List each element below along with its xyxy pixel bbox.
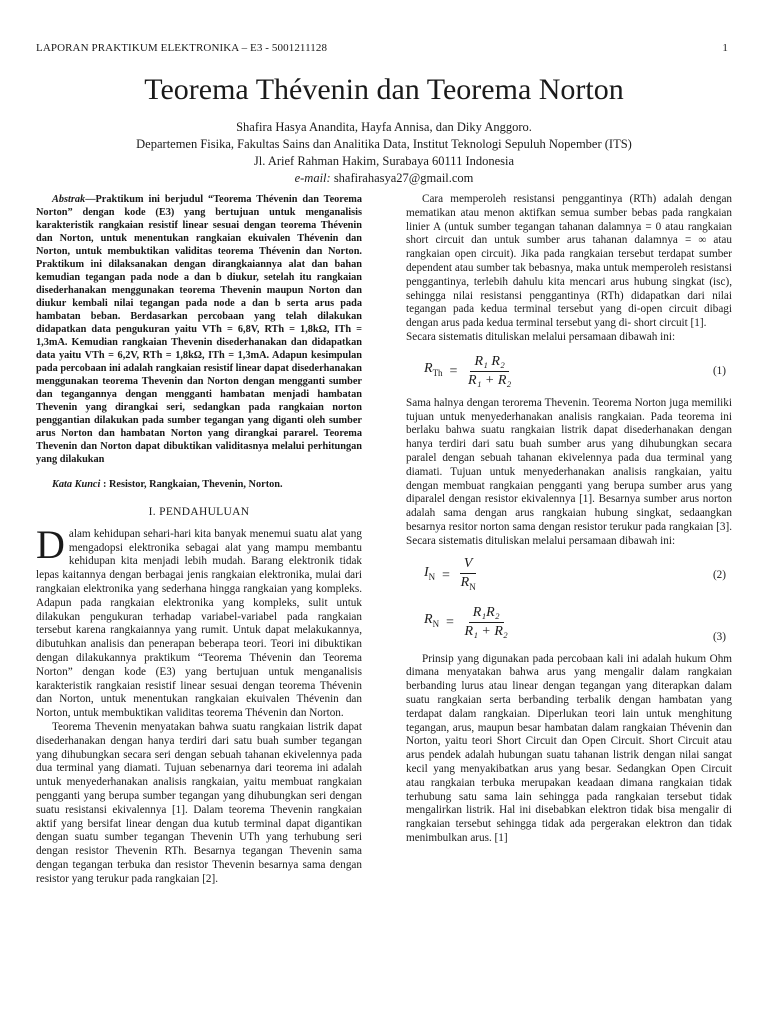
equation-1-lhs: $R_{Th}$ [424, 361, 443, 379]
right-column [406, 193, 732, 846]
keywords [36, 478, 362, 491]
keywords-text: : Resistor, Rangkaian, Thevenin, Norton. [102, 479, 283, 490]
author-block [0, 119, 768, 187]
left-column [36, 193, 362, 887]
equation-1-number: (1) [712, 364, 726, 377]
author-names: Shafira Hasya Anandita, Hayfa Annisa, dan Diky Anggoro. [236, 120, 532, 134]
equation-3-body: $R_N$ = $\frac{\text{R₁R₂}}{\text{R₁ + R₂}}$ [424, 603, 512, 643]
intro-paragraph-5: Sama halnya dengan terorema Thevenin. Teorema Norton juga memiliki tujuan untuk menyederhanakan analisis rangkaian. Pada teorema ini berlaku bahwa suatu rangkaian listrik dapat disederhanakan dengan hanya terdiri dari satu buah sumber arus yang dihubungkan secara paralel dengan sebuah tahanan ekivelennya pada dua terminal yang diamati. Tujuan untuk menyederhanakan analisis rangkaian, yaitu dengan membuat rangkaian pengganti yang berupa sumber arus yang diparalel dengan resistor ekivalennya [1]. Besarnya sumber arus norton adalah sama dengan arus rangkaian hubung singkat, sedaangkan besarnya resitor norton sama dengan resistor terukur pada rangkaian [3]. Secara sistematis dituliskan melalui persamaan dibawah ini: [406, 396, 732, 547]
intro-paragraph-1 [36, 521, 362, 721]
intro-paragraph-4: Secara sistematis dituliskan melalui persamaan dibawah ini: [406, 330, 676, 343]
equation-1-body: $R_{Th}$ = $\frac{\text{R₁ R₂}}{\text{R₁ + R₂}}$ [424, 351, 515, 393]
equation-2-body: $I_N$ = $\frac{V}{R_N}$ [424, 555, 480, 597]
author-email: shafirahasya27@gmail.com [333, 171, 474, 185]
abstract-label: Abstrak [52, 194, 86, 205]
drop-cap: D [36, 521, 65, 567]
equation-1-numerator: R₁ R₂ [470, 355, 508, 372]
equation-1-denominator: R₁ + R₂ [468, 373, 512, 389]
intro-paragraph-3: Cara memperoleh resistansi penggantinya (RTh) adalah dengan mematikan atau menon aktifkan semua sumber bebas pada rangkaian linier A (untuk sumber tegangan tahanan dalamnya = 0 atau rangkaian short circuit dan untuk sumber arus tahanan dalamnya = ∞ atau rangkaian open circuit). Jika pada rangkaian tersebut terdapat sumber dependent atau sumber tak bebasnya, maka untuk memperoleh resistansi penggantinya, terlebih dahulu kita mencari arus hubung singkat (isc), sehingga nilai resistansi penggantinya (RTh) didapatkan dari nilai tegangan pada kedua terminal tersebut yang di-open circuit dibagi dengan arus pada kedua terminal tersebut yang di- short circuit [1]. [406, 193, 732, 330]
abstract-text: —Praktikum ini berjudul “Teorema Thévenin dan Teorema Norton” dengan kode (E3) yang bertujuan untuk menganalisis karakteristik rangkaian resistif linear sesuai dengan teorema Thévenin dan Norton, untuk menentukan rangkaian ekuivalen Thévenin dan Norton, untuk membuktikan validitas teorema Thévenin dan Norton. Praktikum ini dilaksanakan dengan dirangkaiannya alat dan bahan kemudian tegangan pada node a dan b diukur, setelah itu rangkaian disederhanakan menggunakan teorema Thevenin maupun Norton dan diukur kembali nilai tegangan pada node a dan b serta arus pada hambatan beban. Berdasarkan percobaan yang telah dilakukan didapatkan data pengukuran yaitu VTh = 6,8V, RTh = 1,8kΩ, ITh = 1,3mA. Kemudian rangkaian Thevenin disederhanakan dan didapatkan data yaitu VTh = 6,2V, RTh = 1,8kΩ, ITh = 1,3mA. Adapun kesimpulan pada percobaan ini adalah rangkaian resistif linear dapat disederhanakan menggunakan teorema Thevenin dan Norton dengan mengganti sumber dan tegangannya dengan mengganti hambatan menjadi hambatan Thevenin yang dirangkai seri, sedangkan pada rangkaian norton penggantian dilakukan pada sumber tegangan yang diganti oleh sumber arus Norton dan hambatan Norton yang dirangkai pararel. Teorema Thevenin dan Norton dapat dibuktikan validitasnya melalui perhitungan yang dilakukan [36, 194, 362, 465]
equation-2-lhs: $I_N$ [424, 565, 436, 583]
equation-3 [406, 603, 732, 643]
equation-3-numerator: R₁R₂ [469, 606, 504, 623]
equation-2-fraction [457, 557, 480, 594]
intro-paragraph-2: Teorema Thevenin menyatakan bahwa suatu rangkaian listrik dapat disederhanakan dengan hanya terdiri dari satu buah sumber tegangan yang dihubungkan secara seri dengan sebuah tahanan ekivelennya pada dua terminal yang diamati. Tujuan sebenarnya dari teorema ini adalah untuk menyederhanakan analisis rangkaian, yaitu membuat rangkaian pengganti yang berupa sumber tegangan yang dihubungkan seri dengan suatu resistansi ekivalennya [1]. Dalam teorema Thevenin rangkaian aktif yang bersifat linear dengan dua kutub terminal dapat digantikan dengan suatu sumber tegangan Thevenin UTh yang terhubung seri dengan resistor Thevenin RTh. Besarnya tegangan Thevenin sama dengan tegangan terbuka dan resistor Thevenin besarnya sama dengan resistor yang terukur pada rangkaian [2]. [36, 720, 362, 885]
equation-3-fraction [461, 606, 512, 639]
equation-3-number: (3) [712, 630, 726, 643]
author-affiliation: Departemen Fisika, Fakultas Sains dan Analitika Data, Institut Teknologi Sepuluh Nopember (ITS) [136, 137, 632, 151]
running-header-title: LAPORAN PRAKTIKUM ELEKTRONIKA – E3 - 5001211128 [36, 42, 328, 54]
equation-1-fraction [464, 355, 515, 388]
author-address: Jl. Arief Rahman Hakim, Surabaya 60111 Indonesia [253, 154, 515, 168]
section-heading: I. PENDAHULUAN [148, 506, 250, 518]
paper-title: Teorema Thévenin dan Teorema Norton [144, 73, 624, 106]
equation-3-denominator: R₁ + R₂ [464, 624, 508, 640]
running-header [36, 42, 732, 56]
equation-2 [406, 555, 732, 597]
email-label: e-mail: [294, 171, 331, 185]
page-number: 1 [722, 42, 728, 54]
equation-2-number: (2) [712, 568, 726, 581]
abstract [36, 193, 362, 466]
equation-1 [406, 351, 732, 393]
author-email-line [0, 170, 768, 187]
keywords-label: Kata Kunci [52, 479, 101, 490]
equation-2-denominator: $R_N$ [460, 574, 476, 592]
equation-3-lhs: $R_N$ [424, 612, 440, 630]
intro-paragraph-1-text: alam kehidupan sehari-hari kita banyak menemui suatu alat yang mengadopsi elektronika sebagai alat yang mampu membantu kehidupan kita menjadi lebih mudah. Barang elektronik tidak lepas kaitannya dengan berbagai jenis rangkaian elektronika, mulai dari rangkaian elektronika yang sederhana hingga rangkaian yang kompleks. Adapun pada rangkaian elektronika yang kompleks, sulit untuk dilakukan pengukuran terhadap variabel-variabel pada rangkaian tersebut karena rangkaiannya yang rumit. Untuk dapat melakukannya, dibutuhkan analisis dan penerapan beberapa teori. Teori ini dibuktikan dengan dilakukannya praktikum “Teorema Thévenin dan Teorema Norton” dengan kode (E3) yang bertujuan untuk menganalisis karakteristik rangkaian resistif linear sesuai dengan teorema Thévenin dan Norton, untuk menentukan rangkaian ekuivalen Thévenin dan Norton, untuk membuktikan validitas teorema Thévenin dan Norton. [36, 527, 362, 720]
intro-paragraph-6: Prinsip yang digunakan pada percobaan kali ini adalah hukum Ohm dimana menyatakan bahwa arus yang mengalir dalam rangkaian berbanding lurus atau linear dengan tegangan yang diterapkan dalam suatu rangkaian serta berbanding terbalik dengan hambatan yang terdapat dalam rangkaian. Diperlukan teori lain untuk menghitung tegangan, arus, maupun besar hambatan dalam rangkaian Thévenin dan Norton, yaitu teori Short Circuit dan Open Circuit. Short Circuit atau arus pendek adalah hubungan suatu tahanan listrik dengan nilai sangat kecil yang menyakibatkan arus yang besar. Sedangkan Open Circuit atau rangkaian terbuka merupakan keadaan dimana rangkaian tidak terhubung satu sama lain sehingga pada rangkaian tersebut tidak mengalirkan listrik. Hal ini disebabkan elektron tidak bisa mengalir di rangkaian tersebut sehingga tidak ada pergerakan elektron dan tidak menimbulkan arus. [1] [406, 652, 732, 844]
equation-2-numerator: V [460, 557, 477, 574]
